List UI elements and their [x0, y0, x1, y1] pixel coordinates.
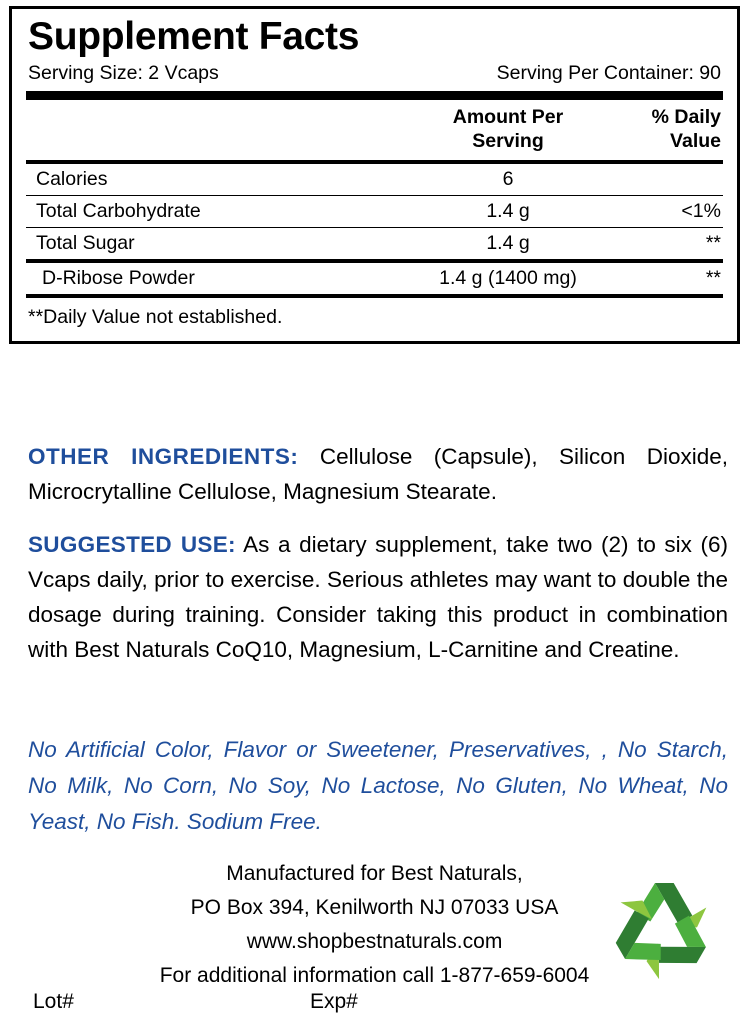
column-header-nutrient: [28, 105, 413, 154]
row-amount: 1.4 g: [486, 199, 530, 222]
footer-line-manufacturer: Manufactured for Best Naturals,: [226, 862, 523, 885]
table-column-headers: [26, 100, 723, 160]
column-header-daily-value: [603, 105, 721, 154]
row-name: Calories: [36, 167, 108, 190]
row-daily-value: **: [705, 231, 721, 254]
footer-line-website: www.shopbestnaturals.com: [246, 930, 503, 954]
suggested-use-label: SUGGESTED USE:: [28, 532, 236, 557]
serving-size-label: Serving Size: 2 Vcaps: [28, 61, 219, 84]
table-row: [26, 263, 723, 294]
row-name: Total Carbohydrate: [36, 199, 201, 222]
suggested-use-text: As a dietary supplement, take two (2) to six (6) Vcaps daily, prior to exercise. Serious athletes may want to double the dosage during training. Consider taking this product in combination with Best Naturals CoQ10, Magnesium, L-Carnitine and Creatine.: [28, 532, 729, 662]
footer-line-address: PO Box 394, Kenilworth NJ 07033 USA: [190, 896, 559, 920]
column-header-dv-line2: Value: [670, 130, 721, 153]
serving-info-row: [26, 62, 723, 89]
suggested-use-paragraph: [28, 528, 728, 668]
free-from-block: [28, 732, 728, 840]
divider-thick-top: [26, 91, 723, 100]
lot-number-label: Lot#: [33, 990, 74, 1013]
row-daily-value: <1%: [681, 199, 721, 222]
table-row: [26, 164, 723, 195]
other-ingredients-label: OTHER INGREDIENTS:: [28, 444, 299, 469]
row-amount: 1.4 g: [486, 231, 530, 254]
table-row: [26, 196, 723, 227]
column-header-amount-line2: Serving: [472, 130, 544, 153]
table-row: [26, 228, 723, 259]
row-name: Total Sugar: [36, 231, 135, 254]
other-ingredients-text: Cellulose (Capsule), Silicon Dioxide, Microcrytalline Cellulose, Magnesium Stearate.: [28, 444, 728, 504]
supplement-facts-panel: [9, 6, 740, 344]
row-name: D-Ribose Powder: [42, 266, 195, 289]
column-header-dv-line1: % Daily: [651, 105, 721, 128]
row-daily-value: **: [705, 266, 721, 289]
row-amount: 1.4 g (1400 mg): [439, 266, 577, 289]
servings-per-container-label: Serving Per Container: 90: [496, 61, 721, 84]
expiry-label: Exp#: [310, 990, 358, 1013]
recycle-icon: [587, 862, 737, 1002]
footer-line-phone: For additional information call 1-877-659-6004: [159, 964, 590, 988]
other-ingredients-paragraph: [28, 440, 728, 510]
supplement-facts-title: Supplement Facts: [28, 15, 360, 58]
other-ingredients-block: [28, 440, 728, 522]
row-amount: 6: [502, 167, 514, 190]
free-from-text: No Artificial Color, Flavor or Sweetener, Preservatives, , No Starch, No Milk, No Corn, No Soy, No Lactose, No Gluten, No Wheat, No Yeast, No Fish. Sodium Free.: [28, 737, 728, 834]
daily-value-footnote: **Daily Value not established.: [28, 305, 283, 328]
column-header-amount: [413, 105, 603, 154]
column-header-amount-line1: Amount Per: [452, 105, 564, 128]
suggested-use-block: [28, 528, 728, 680]
